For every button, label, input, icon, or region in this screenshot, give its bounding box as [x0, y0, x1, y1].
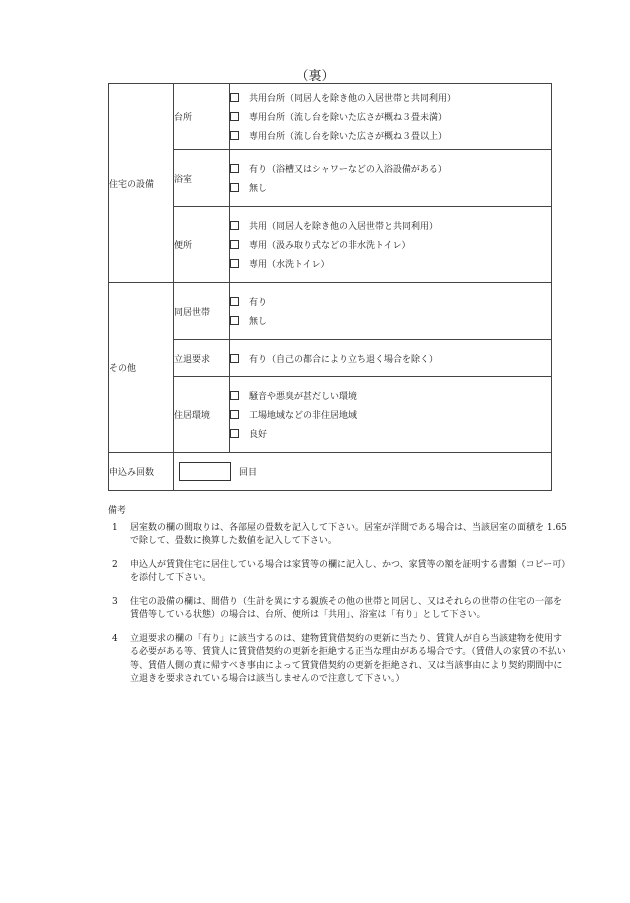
application-count-row — [109, 453, 552, 491]
cohabit-option-yes[interactable] — [230, 292, 551, 311]
option-label: 有り（浴槽又はシャワーなどの入浴設備がある） — [249, 165, 447, 175]
environment-option-good[interactable] — [230, 424, 551, 443]
kitchen-option-shared[interactable] — [230, 88, 551, 107]
checkbox[interactable] — [230, 164, 239, 173]
kitchen-row — [109, 84, 552, 150]
option-label: 共用（同居人を除き他の入居世帯と共同利用） — [249, 222, 439, 232]
option-label: 共用台所（同居人を除き他の入居世帯と共同利用） — [249, 94, 457, 104]
bath-option-yes[interactable] — [230, 159, 551, 178]
eviction-option-yes[interactable] — [230, 349, 551, 368]
note-text: 立退要求の欄の「有り」に該当するのは、建物賃貸借契約の更新に当たり、賃貸人が自ら当該建物を使用する必要がある等、賃貸人に賃貸借契約の更新を拒絶する正当な理由がある場合です。（賃借人の家賃の不払い等、賃借人側の責に帰すべき事由によって賃貸借契約の更新を拒絶され、又は当該事由により契約期間中に立退きを要求されている場合は該当しませんので注意して下さい。） — [130, 633, 566, 684]
housing-category-label: 住宅の設備 — [109, 84, 174, 283]
checkbox[interactable] — [230, 391, 239, 400]
note-text: 住宅の設備の欄は、間借り（生計を異にする親族その他の世帯と同居し、又はそれらの世帯の住宅の一部を賃借等している状態）の場合は、台所、便所は「共用」、浴室は「有り」として下さい。 — [130, 596, 563, 620]
environment-option-noise[interactable] — [230, 386, 551, 405]
cohabit-label: 同居世帯 — [174, 283, 230, 340]
option-label: 工場地域などの非住居地域 — [249, 411, 358, 421]
note-item — [108, 522, 570, 549]
application-form-table — [108, 83, 552, 491]
eviction-options — [230, 340, 552, 377]
checkbox[interactable] — [230, 259, 239, 268]
environment-label: 住居環境 — [174, 377, 230, 453]
other-category-label: その他 — [109, 283, 174, 453]
option-label: 専用（水洗トイレ） — [249, 260, 330, 270]
checkbox[interactable] — [230, 131, 239, 140]
option-label: 有り（自己の都合により立ち退く場合を除く） — [249, 354, 439, 365]
note-text: 申込人が賃貸住宅に居住している場合は家賃等の欄に記入し、かつ、家賃等の額を証明する書類（コピー可）を添付して下さい。 — [130, 559, 566, 583]
toilet-options — [230, 207, 552, 283]
environment-options — [230, 377, 552, 453]
option-label: 無し — [249, 317, 268, 327]
checkbox[interactable] — [230, 316, 239, 325]
toilet-label: 便所 — [174, 207, 230, 283]
toilet-option-private-nonflush[interactable] — [230, 235, 551, 254]
option-label: 有り — [249, 298, 268, 308]
toilet-option-shared[interactable] — [230, 216, 551, 235]
option-label: 専用台所（流し台を除いた広さが概ね３畳未満） — [249, 113, 448, 123]
option-label: 専用（汲み取り式などの非水洗トイレ） — [249, 241, 411, 251]
notes-title: 備考 — [108, 506, 127, 516]
cohabit-row — [109, 283, 552, 340]
checkbox[interactable] — [230, 240, 239, 249]
bath-label: 浴室 — [174, 150, 230, 207]
eviction-row — [109, 340, 552, 377]
note-number: 4 — [112, 633, 118, 644]
kitchen-options — [230, 84, 552, 150]
option-label: 騒音や悪臭が甚だしい環境 — [249, 392, 358, 402]
checkbox[interactable] — [230, 410, 239, 419]
option-label: 良好 — [249, 430, 268, 440]
checkbox[interactable] — [230, 112, 239, 121]
note-item — [108, 633, 570, 687]
environment-option-industrial[interactable] — [230, 405, 551, 424]
kitchen-option-private-small[interactable] — [230, 107, 551, 126]
kitchen-label: 台所 — [174, 84, 230, 150]
bath-options — [230, 150, 552, 207]
bath-row — [109, 150, 552, 207]
option-label: 無し — [249, 184, 268, 194]
toilet-row — [109, 207, 552, 283]
bath-option-no[interactable] — [230, 178, 551, 197]
cohabit-option-no[interactable] — [230, 311, 551, 330]
application-count-cell — [174, 453, 552, 491]
page-side-header: （裏） — [295, 69, 335, 84]
note-item — [108, 596, 570, 623]
checkbox[interactable] — [230, 354, 239, 363]
application-count-input[interactable] — [179, 462, 231, 481]
note-number: 3 — [112, 596, 118, 607]
environment-row — [109, 377, 552, 453]
note-number: 2 — [112, 559, 118, 570]
checkbox[interactable] — [230, 221, 239, 230]
notes-section — [108, 505, 570, 697]
eviction-label: 立退要求 — [174, 340, 230, 377]
note-number: 1 — [112, 522, 118, 533]
kitchen-option-private-large[interactable] — [230, 126, 551, 145]
note-text: 居室数の欄の間取りは、各部屋の畳数を記入して下さい。居室が洋間である場合は、当該居室の面積を 1.65 で除して、畳数に換算した数値を記入して下さい。 — [130, 522, 567, 546]
toilet-option-private-flush[interactable] — [230, 254, 551, 273]
application-count-label: 申込み回数 — [109, 453, 174, 491]
checkbox[interactable] — [230, 297, 239, 306]
option-label: 専用台所（流し台を除いた広さが概ね３畳以上） — [249, 132, 448, 142]
cohabit-options — [230, 283, 552, 340]
checkbox[interactable] — [230, 183, 239, 192]
application-count-unit: 回目 — [239, 468, 258, 478]
checkbox[interactable] — [230, 93, 239, 102]
checkbox[interactable] — [230, 429, 239, 438]
note-item — [108, 559, 570, 586]
